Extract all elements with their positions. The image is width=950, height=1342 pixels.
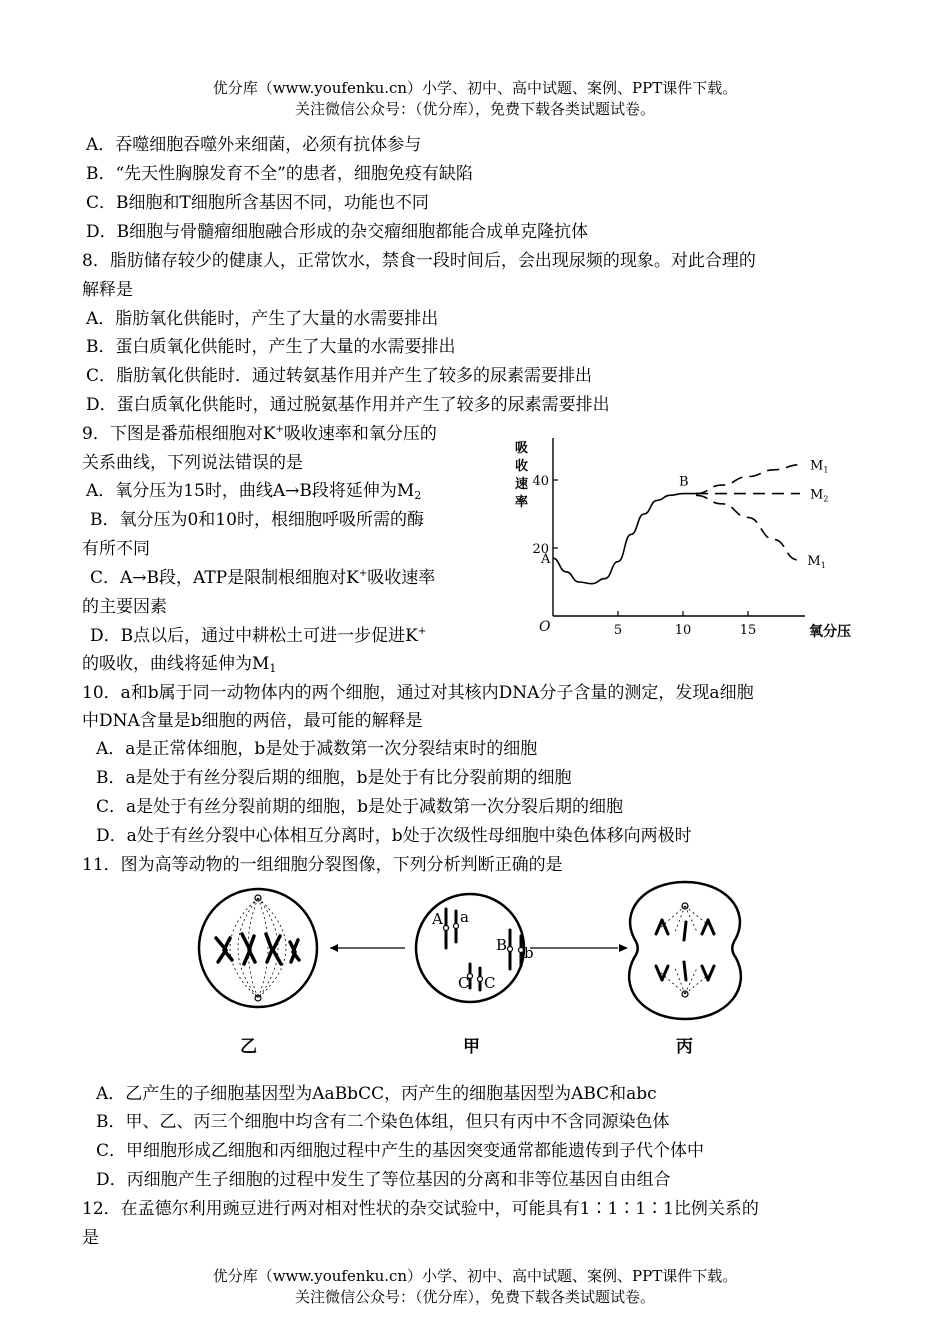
caption-bing: 丙 [676, 1037, 693, 1057]
chart-curves [553, 459, 828, 584]
arrow-jia-to-yi [330, 944, 405, 952]
curve-m1 [696, 465, 800, 494]
point-label-a: A [541, 552, 551, 568]
gene-label-c: C [484, 974, 496, 992]
q8-option-b: B．蛋白质氧化供能时，产生了大量的水需要排出 [86, 337, 456, 357]
origin-label: O [539, 619, 551, 635]
y-tick-label-20: 20 [532, 542, 549, 557]
q9-option-c-line-1: C．A→B段，ATP是限制根细胞对K+吸收速率 [90, 568, 436, 588]
point-label-b: B [679, 474, 689, 490]
x-axis-label: 氧分压 [809, 624, 851, 640]
footer-line-1: 优分库（www.youfenku.cn）小学、初中、高中试题、案例、PPT课件下载。 [212, 1267, 738, 1285]
q9-option-d-line-1: D．B点以后，通过中耕松土可进一步促进K+ [90, 626, 427, 646]
q12-stem-line-2: 是 [82, 1228, 99, 1248]
chart-axes [553, 438, 805, 616]
header-line-1: 优分库（www.youfenku.cn）小学、初中、高中试题、案例、PPT课件下载。 [212, 79, 738, 97]
cell-jia [416, 894, 534, 1002]
q9-option-b-line-2: 有所不同 [82, 539, 150, 559]
q10-option-b: B．a是处于有丝分裂后期的细胞，b是处于有比分裂前期的细胞 [96, 768, 572, 788]
y-label-char-2: 收 [515, 459, 529, 474]
curve-label-m2: $M_2$ [810, 487, 829, 504]
curve-a-b [553, 494, 696, 584]
q9-option-a: A．氧分压为15时，曲线A→B段将延伸为$M_2$ [86, 481, 422, 502]
q10-stem-line-1: 10．a和b属于同一动物体内的两个细胞，通过对其核内DNA分子含量的测定，发现a细胞 [82, 683, 754, 703]
q9-chart [505, 430, 865, 645]
gene-label-a: a [460, 908, 469, 926]
gene-label-B: B [496, 936, 508, 954]
gene-label-A: A [432, 910, 443, 928]
q9-option-c-line-2: 的主要因素 [82, 597, 167, 617]
q8-stem-line-2: 解释是 [82, 280, 133, 300]
q7-option-d: D．B细胞与骨髓瘤细胞融合形成的杂交瘤细胞都能合成单克隆抗体 [86, 222, 589, 242]
q9-option-b-line-1: B．氧分压为0和10时，根细胞呼吸所需的酶 [90, 510, 424, 530]
q11-option-a: A．乙产生的子细胞基因型为AaBbCC，丙产生的细胞基因型为ABC和abc [96, 1084, 657, 1104]
caption-jia: 甲 [463, 1037, 480, 1057]
y-tick-label-40: 40 [532, 474, 549, 489]
x-tick-label-10: 10 [674, 623, 692, 638]
q7-option-b: B．“先天性胸腺发育不全”的患者，细胞免疫有缺陷 [86, 164, 473, 184]
gene-label-C: C [458, 974, 470, 992]
chart-marks [540, 475, 689, 568]
curve-label-m1: $M_1$ [810, 458, 829, 475]
q11-option-d: D．丙细胞产生子细胞的过程中发生了等位基因的分离和非等位基因自由组合 [96, 1170, 671, 1190]
q10-option-a: A．a是正常体细胞，b是处于减数第一次分裂结束时的细胞 [96, 739, 538, 759]
q12-stem-line-1: 12．在孟德尔利用豌豆进行两对相对性状的杂交试验中，可能具有1∶1∶1∶1比例关系的 [82, 1199, 759, 1219]
y-axis-label [515, 441, 529, 510]
curve-label-m3: $M_1$ [807, 553, 826, 570]
q8-option-d: D．蛋白质氧化供能时，通过脱氨基作用并产生了较多的尿素需要排出 [86, 395, 610, 415]
q11-option-b: B．甲、乙、丙三个细胞中均含有二个染色体组，但只有丙中不含同源染色体 [96, 1112, 670, 1132]
y-label-char-3: 速 [515, 477, 529, 492]
q10-option-d: D．a处于有丝分裂中心体相互分离时，b处于次级性母细胞中染色体移向两极时 [96, 826, 692, 846]
q9-stem-line-1: 9．下图是番茄根细胞对K+吸收速率和氧分压的 [82, 424, 437, 444]
q9-option-d-line-2: 的吸收，曲线将延伸为$M_1$ [82, 654, 277, 675]
caption-yi: 乙 [240, 1037, 257, 1057]
q8-stem-line-1: 8．脂肪储存较少的健康人，正常饮水，禁食一段时间后，会出现尿频的现象。对此合理的 [82, 251, 756, 271]
q11-option-c: C．甲细胞形成乙细胞和丙细胞过程中产生的基因突变通常都能遗传到子代个体中 [96, 1141, 705, 1161]
gene-label-b: b [524, 944, 534, 962]
x-tick-label-15: 15 [739, 623, 757, 638]
chart-ticks [532, 474, 756, 638]
cell-yi [199, 889, 317, 1007]
y-label-char-1: 吸 [515, 441, 529, 456]
x-tick-label-5: 5 [613, 623, 623, 638]
q10-option-c: C．a是处于有丝分裂前期的细胞，b是处于减数第一次分裂后期的细胞 [96, 797, 624, 817]
cell-bing [629, 882, 741, 1019]
q11-stem: 11．图为高等动物的一组细胞分裂图像，下列分析判断正确的是 [82, 855, 563, 875]
q9-stem-line-2: 关系曲线，下列说法错误的是 [82, 453, 303, 473]
q11-cell-figure [190, 876, 750, 1056]
y-label-char-4: 率 [515, 495, 529, 510]
q7-option-a: A．吞噬细胞吞噬外来细菌，必须有抗体参与 [86, 135, 422, 155]
q8-option-c: C．脂肪氧化供能时．通过转氨基作用并产生了较多的尿素需要排出 [86, 366, 593, 386]
q7-option-c: C．B细胞和T细胞所含基因不同，功能也不同 [86, 193, 429, 213]
curve-m3 [696, 495, 797, 560]
header-line-2: 关注微信公众号：（优分库），免费下载各类试题试卷。 [294, 100, 655, 118]
q8-option-a: A．脂肪氧化供能时，产生了大量的水需要排出 [86, 309, 439, 329]
footer-line-2: 关注微信公众号：（优分库），免费下载各类试题试卷。 [294, 1288, 655, 1306]
q10-stem-line-2: 中DNA含量是b细胞的两倍，最可能的解释是 [82, 711, 423, 731]
arrow-jia-to-bing [530, 944, 628, 952]
